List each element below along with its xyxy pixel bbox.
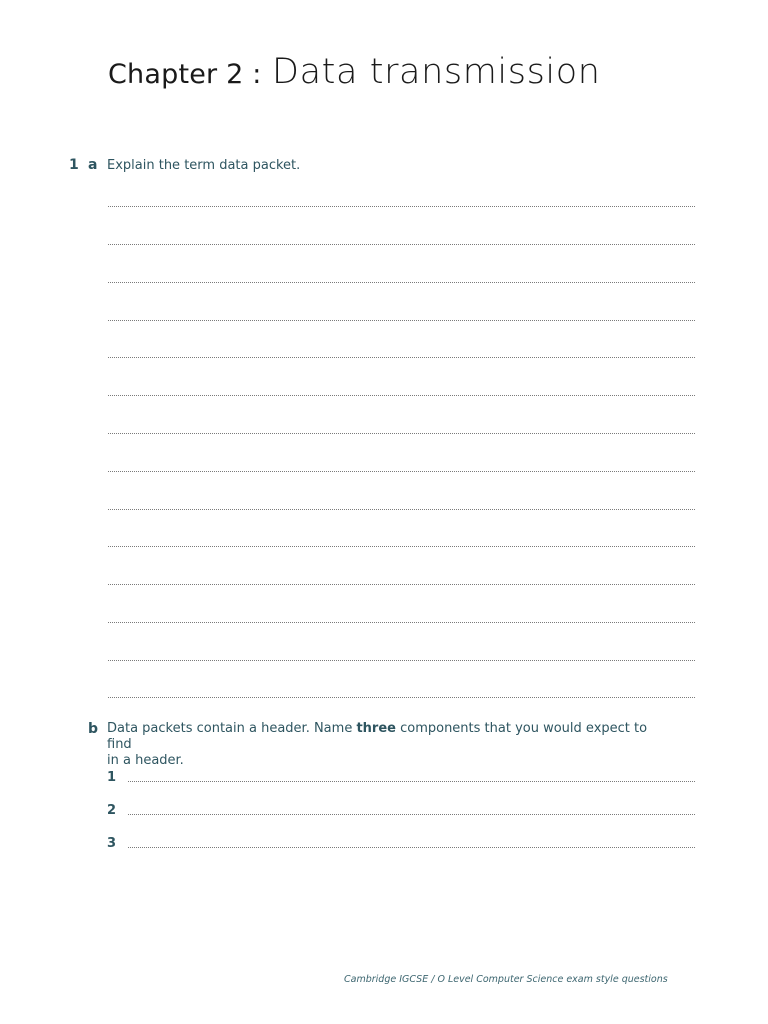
part-b-text-before: Data packets contain a header. Name bbox=[107, 721, 357, 736]
footer-suffix: exam style questions bbox=[566, 974, 668, 985]
question-number: 1 bbox=[69, 157, 79, 173]
answer-item-line[interactable] bbox=[128, 814, 695, 815]
answer-line[interactable] bbox=[108, 697, 695, 698]
answer-line[interactable] bbox=[108, 509, 695, 510]
answer-item-number: 2 bbox=[107, 803, 117, 818]
answer-line[interactable] bbox=[108, 357, 695, 358]
part-b-question-text bbox=[107, 721, 667, 769]
answer-line[interactable] bbox=[108, 584, 695, 585]
answer-line[interactable] bbox=[108, 660, 695, 661]
answer-line[interactable] bbox=[108, 433, 695, 434]
answer-line[interactable] bbox=[108, 282, 695, 283]
answer-line[interactable] bbox=[108, 244, 695, 245]
answer-line[interactable] bbox=[108, 622, 695, 623]
answer-line[interactable] bbox=[108, 546, 695, 547]
chapter-title: Data transmission bbox=[272, 52, 601, 92]
part-b-text-bold: three bbox=[356, 721, 396, 736]
answer-item-number: 1 bbox=[107, 770, 117, 785]
answer-line[interactable] bbox=[108, 471, 695, 472]
answer-item-number: 3 bbox=[107, 836, 117, 851]
part-a-question-text: Explain the term data packet. bbox=[107, 158, 301, 173]
answer-line[interactable] bbox=[108, 320, 695, 321]
footer-book-title: Cambridge IGCSE / O Level Computer Science bbox=[344, 974, 564, 985]
part-a-letter: a bbox=[88, 157, 98, 173]
answer-item-line[interactable] bbox=[128, 781, 695, 782]
part-b-text-after: components that you would expect to find bbox=[107, 721, 648, 752]
part-b-letter: b bbox=[88, 721, 99, 737]
answer-line[interactable] bbox=[108, 206, 695, 207]
chapter-label: Chapter 2 : bbox=[108, 59, 262, 90]
part-b-text-line2: in a header. bbox=[107, 753, 184, 768]
answer-item-line[interactable] bbox=[128, 847, 695, 848]
chapter-heading bbox=[108, 52, 601, 92]
answer-line[interactable] bbox=[108, 395, 695, 396]
page-footer bbox=[344, 974, 668, 985]
